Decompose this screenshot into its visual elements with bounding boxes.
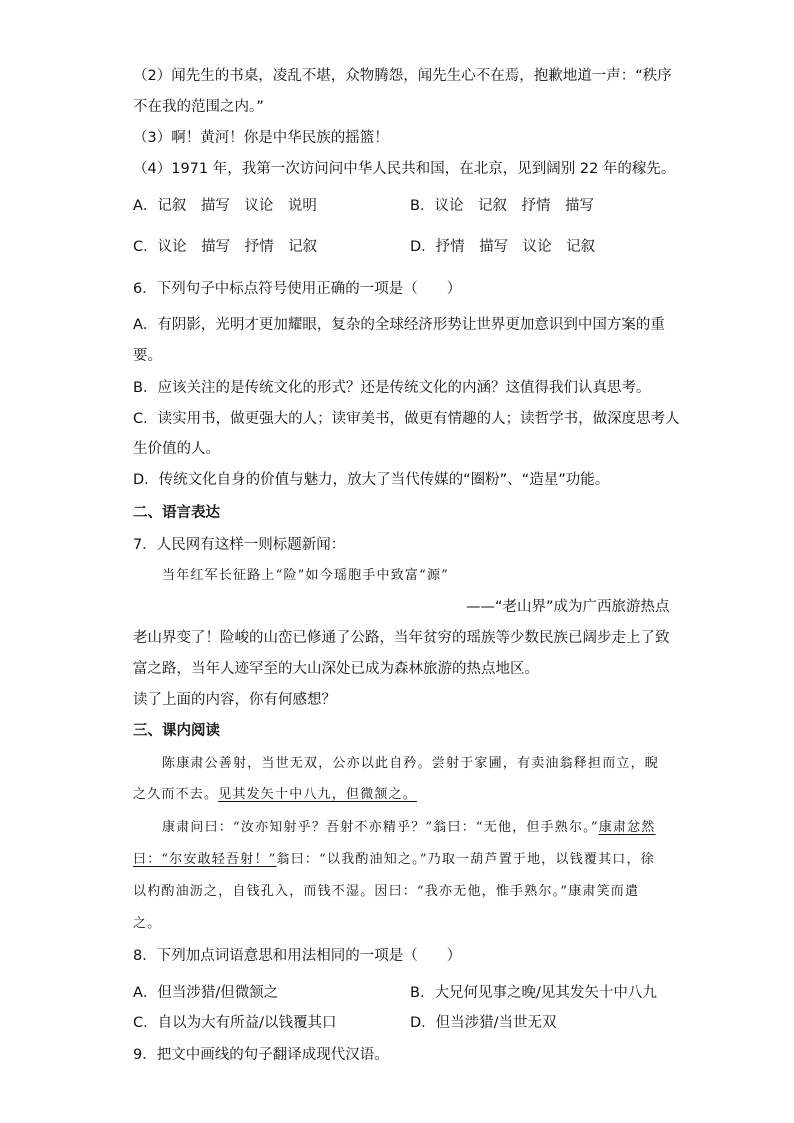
news-subtitle: ——“老山界”成为广西旅游热点 [466,599,670,615]
news-body-line-1: 老山界变了！险峻的山峦已修通了公路，当年贫穷的瑶族等少数民族已阔步走上了致 [133,630,670,646]
q5-item-4: （4）1971 年，我第一次访问问中华人民共和国，在北京，见到阔别 22 年的稼先。 [133,161,676,177]
passage-p2-line-2 [133,850,655,870]
q6-option-c-line-2: 生价值的人。 [133,441,220,457]
q8-option-c: C．自以为大有所益/以钱覆其口 [133,1015,337,1031]
q6-option-d: D．传统文化自身的价值与魅力，放大了当代传媒的“圈粉”、“造星”功能。 [133,472,610,488]
underlined-sentence-1: 见其发矢十中八九，但微颔之。 [218,787,418,802]
q5-item-2-line-1: （2）闻先生的书桌，凌乱不堪，众物腾怨，闻先生心不在焉，抱歉地道一声：“秩序 [133,68,672,84]
q6-option-a-line-1: A．有阴影，光明才更加耀眼，复杂的全球经济形势让世界更加意识到中国方案的重 [133,317,665,333]
q5-item-2-line-2: 不在我的范围之内。” [133,99,264,115]
passage-p1-line-2 [133,785,417,805]
q5-option-a: A．记叙 描写 议论 说明 [133,198,317,214]
q9-stem: 9．把文中画线的句子翻译成现代汉语。 [133,1047,389,1063]
section-2-heading: 二、语言表达 [133,505,220,521]
news-body-line-2: 富之路，当年人迹罕至的大山深处已成为森林旅游的热点地区。 [133,661,539,677]
underlined-sentence-2-part-1: 康肃忿然 [598,820,656,835]
passage-p2-line-4: 之。 [133,916,162,931]
passage-p2-line-1 [162,818,656,838]
q7-question: 读了上面的内容，你有何感想？ [133,692,336,708]
passage-p2-line-2b: 翁曰：“以我酌油知之。”乃取一葫芦置于地，以钱覆其口，徐 [276,852,655,867]
q5-option-b: B．议论 记叙 抒情 描写 [410,198,594,214]
q8-option-d: D．但当涉猎/当世无双 [410,1015,557,1031]
q6-option-c-line-1: C．读实用书，做更强大的人；读审美书，做更有情趣的人；读哲学书，做深度思考人 [133,411,680,427]
q6-option-b: B．应该关注的是传统文化的形式？还是传统文化的内涵？这值得我们认真思考。 [133,380,651,396]
q5-item-3: （3）啊！黄河！你是中华民族的摇篮！ [133,130,389,146]
q6-stem: 6．下列句子中标点符号使用正确的一项是（ ） [133,281,462,297]
passage-p2-line-3: 以杓酌油沥之，自钱孔入，而钱不湿。因曰：“我亦无他，惟手熟尔。”康肃笑而遣 [133,884,640,899]
passage-p2-line-1a: 康肃问曰：“汝亦知射乎？吾射不亦精乎？”翁曰：“无他，但手熟尔。” [162,820,599,835]
passage-p1-line-2a: 之久而不去。 [133,787,219,802]
q5-option-d: D．抒情 描写 议论 记叙 [410,239,596,255]
underlined-sentence-2-part-2: 曰：“尔安敢轻吾射！” [133,852,277,867]
q8-option-b: B．大兄何见事之晚/见其发矢十中八九 [410,985,657,1001]
q8-option-a: A．但当涉猎/但微颔之 [133,985,279,1001]
section-3-heading: 三、课内阅读 [133,723,220,739]
q5-option-c: C．议论 描写 抒情 记叙 [133,239,318,255]
q8-stem: 8．下列加点词语意思和用法相同的一项是（ ） [133,948,462,964]
q6-option-a-line-2: 要。 [133,348,162,364]
passage-p1-line-1: 陈康肃公善射，当世无双，公亦以此自矜。尝射于家圃，有卖油翁释担而立，睨 [162,756,660,771]
q7-stem: 7．人民网有这样一则标题新闻： [133,537,346,553]
news-headline: 当年红军长征路上“险”如今瑶胞手中致富“源” [162,568,449,583]
